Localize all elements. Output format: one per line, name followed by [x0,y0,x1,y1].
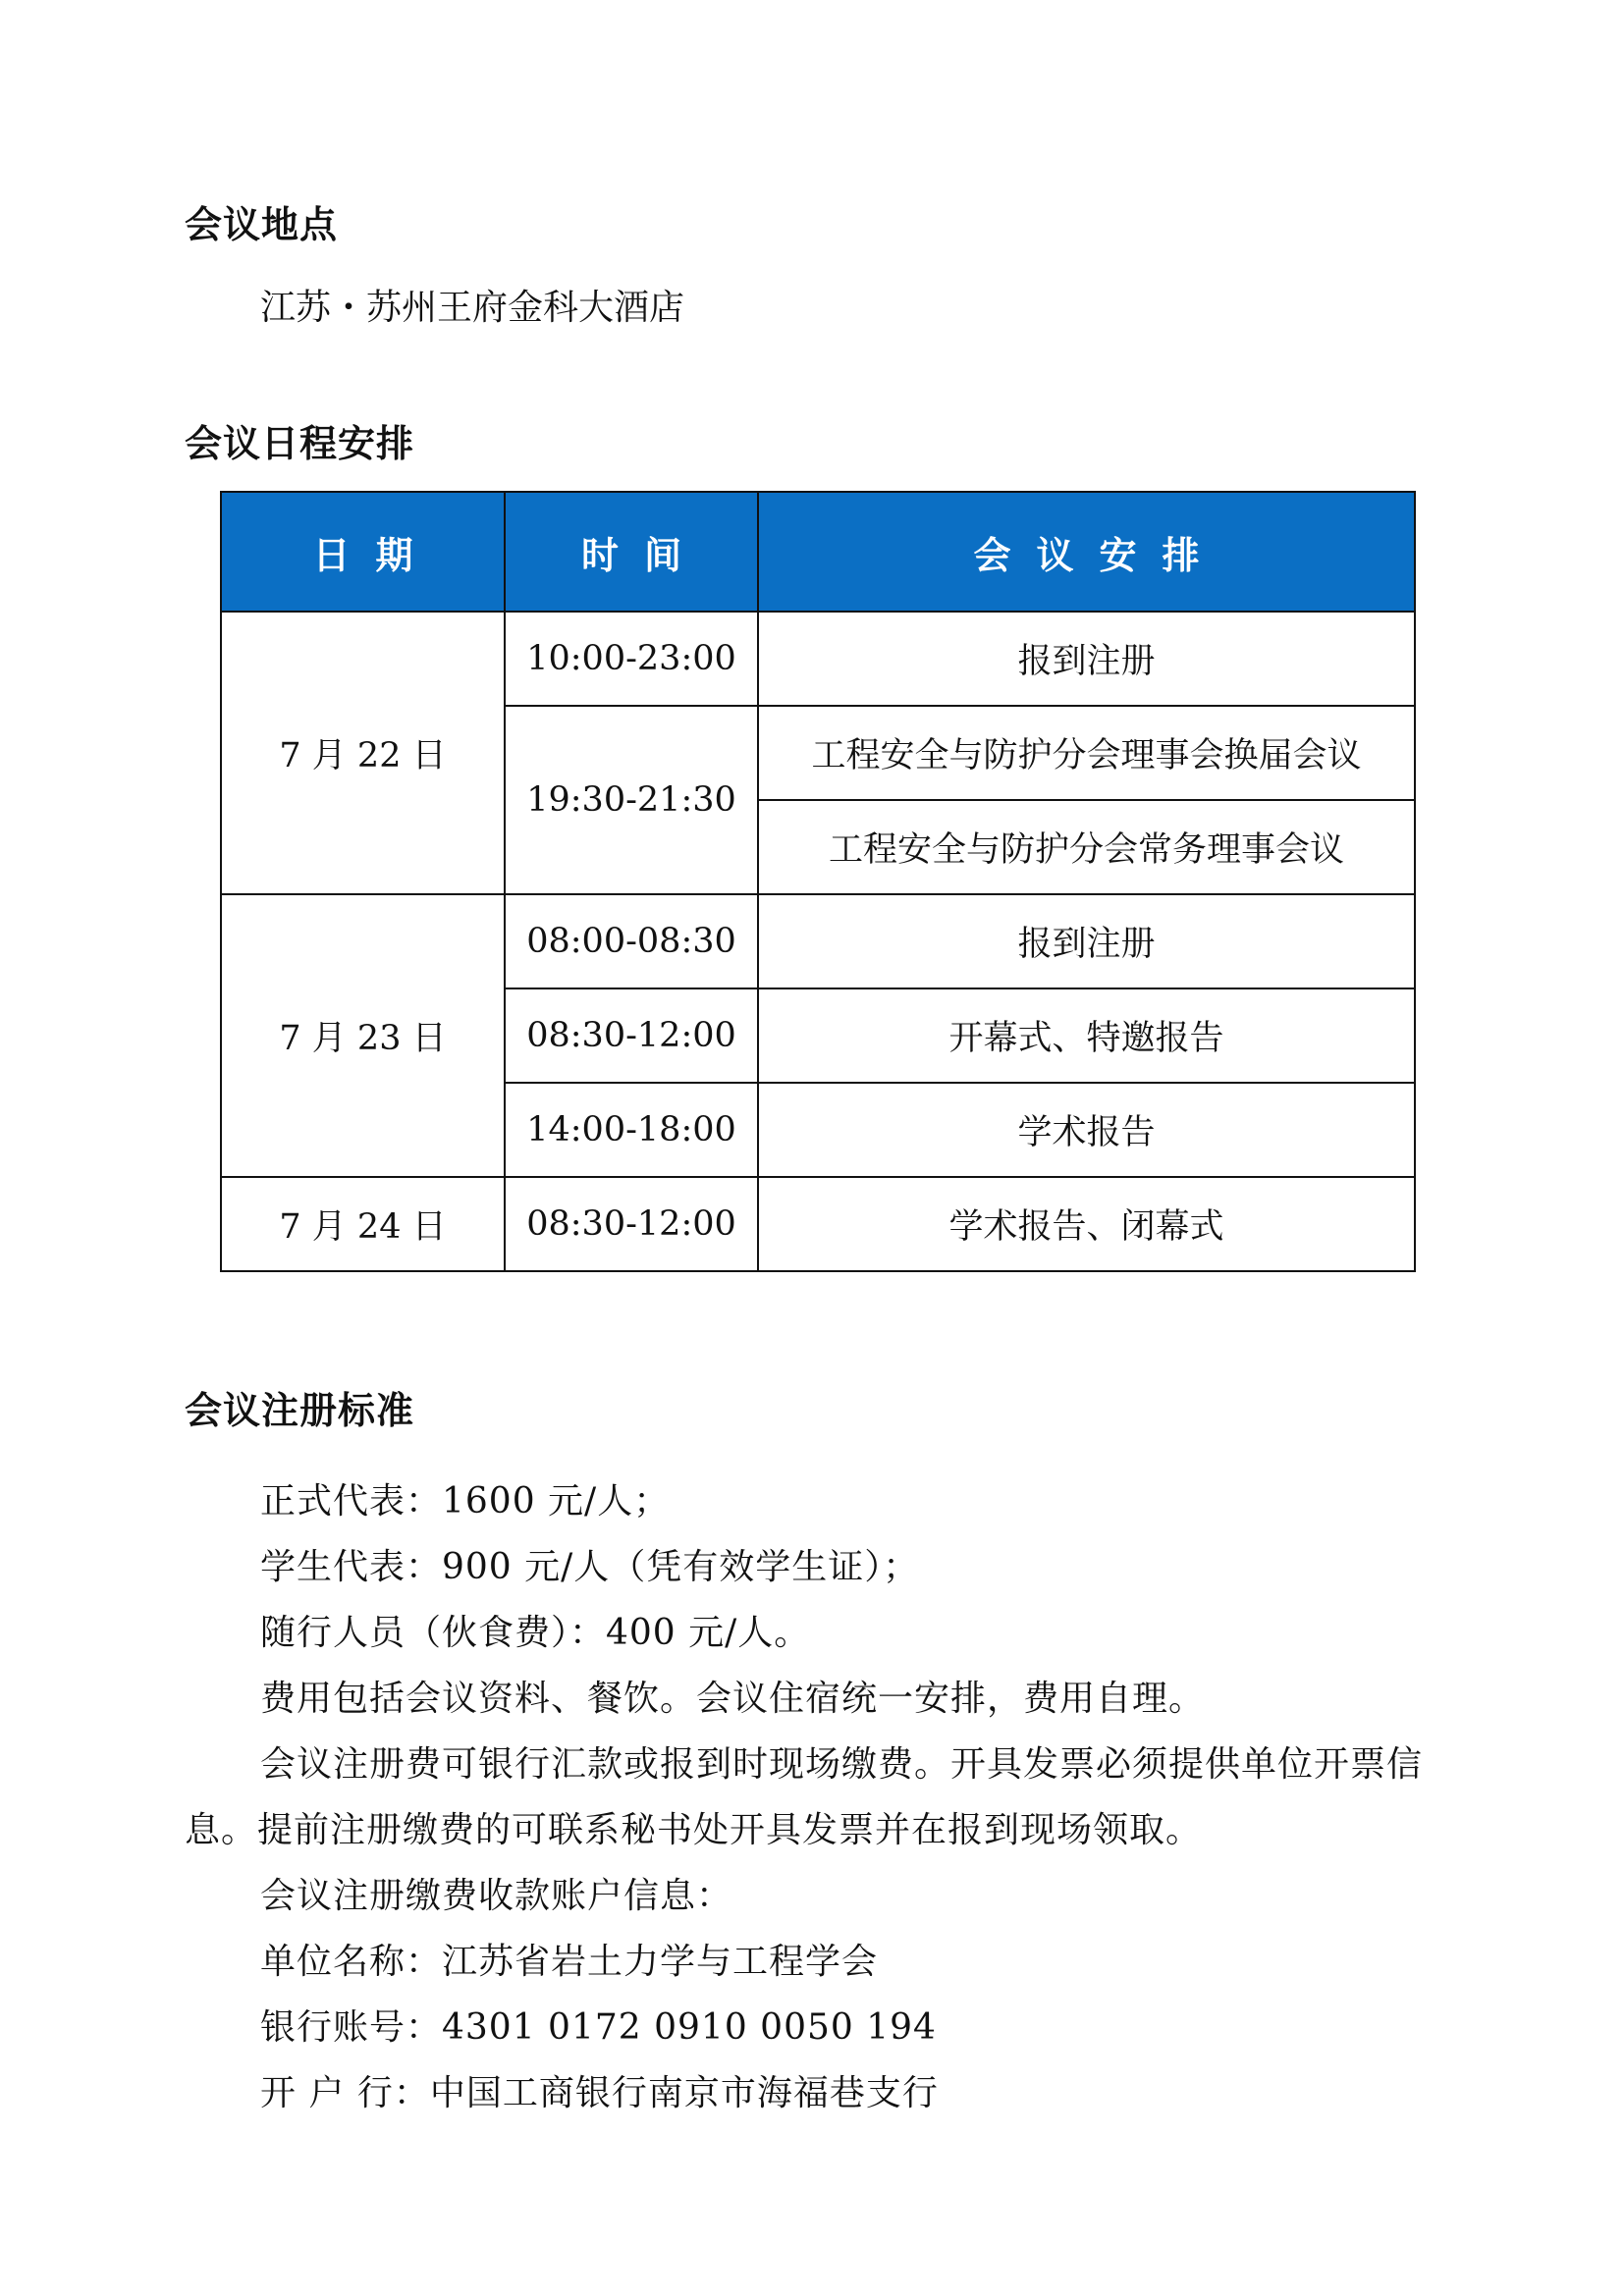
time-cell: 10:00-23:00 [505,612,758,706]
fee-student-delegate: 学生代表：900 元/人（凭有效学生证）； [260,1547,920,1587]
account-info-heading: 会议注册缴费收款账户信息： [260,1876,733,1916]
time-cell: 14:00-18:00 [505,1083,758,1177]
agenda-cell: 报到注册 [758,612,1415,706]
table-row [221,1177,1415,1271]
schedule-heading: 会议日程安排 [185,422,415,465]
time-cell: 08:00-08:30 [505,894,758,988]
time-cell: 08:30-12:00 [505,988,758,1083]
account-number: 银行账号：4301 0172 0910 0050 194 [260,2007,937,2048]
agenda-cell: 开幕式、特邀报告 [758,988,1415,1083]
schedule-table [220,491,1416,1272]
fee-regular-delegate: 正式代表：1600 元/人； [260,1481,671,1522]
header-agenda: 会议安排 [758,492,1415,612]
schedule-header-row [221,492,1415,612]
account-name: 单位名称：江苏省岩土力学与工程学会 [260,1942,879,1982]
agenda-cell: 学术报告 [758,1083,1415,1177]
table-row [221,894,1415,988]
fee-accompanying-person: 随行人员（伙食费）：400 元/人。 [260,1613,811,1653]
venue-heading: 会议地点 [185,203,339,246]
time-cell: 19:30-21:30 [505,706,758,894]
header-date: 日期 [221,492,505,612]
venue-name: 江苏・苏州王府金科大酒店 [260,288,685,328]
table-row [221,612,1415,706]
agenda-cell: 学术报告、闭幕式 [758,1177,1415,1271]
registration-heading: 会议注册标准 [185,1389,415,1432]
fee-coverage-note: 费用包括会议资料、餐饮。会议住宿统一安排，费用自理。 [260,1679,1206,1719]
date-cell: 7 月 23 日 [221,894,505,1177]
payment-invoice-note: 会议注册费可银行汇款或报到时现场缴费。开具发票必须提供单位开票信息。提前注册缴费的可联系秘书处开具发票并在报到现场领取。 [185,1744,1424,1850]
agenda-cell: 报到注册 [758,894,1415,988]
account-bank: 开 户 行：中国工商银行南京市海福巷支行 [260,2073,939,2113]
date-cell: 7 月 24 日 [221,1177,505,1271]
time-cell: 08:30-12:00 [505,1177,758,1271]
header-time: 时间 [505,492,758,612]
date-cell: 7 月 22 日 [221,612,505,894]
registration-details [185,1468,1451,2126]
agenda-cell: 工程安全与防护分会理事会换届会议 [758,706,1415,800]
agenda-cell: 工程安全与防护分会常务理事会议 [758,800,1415,894]
